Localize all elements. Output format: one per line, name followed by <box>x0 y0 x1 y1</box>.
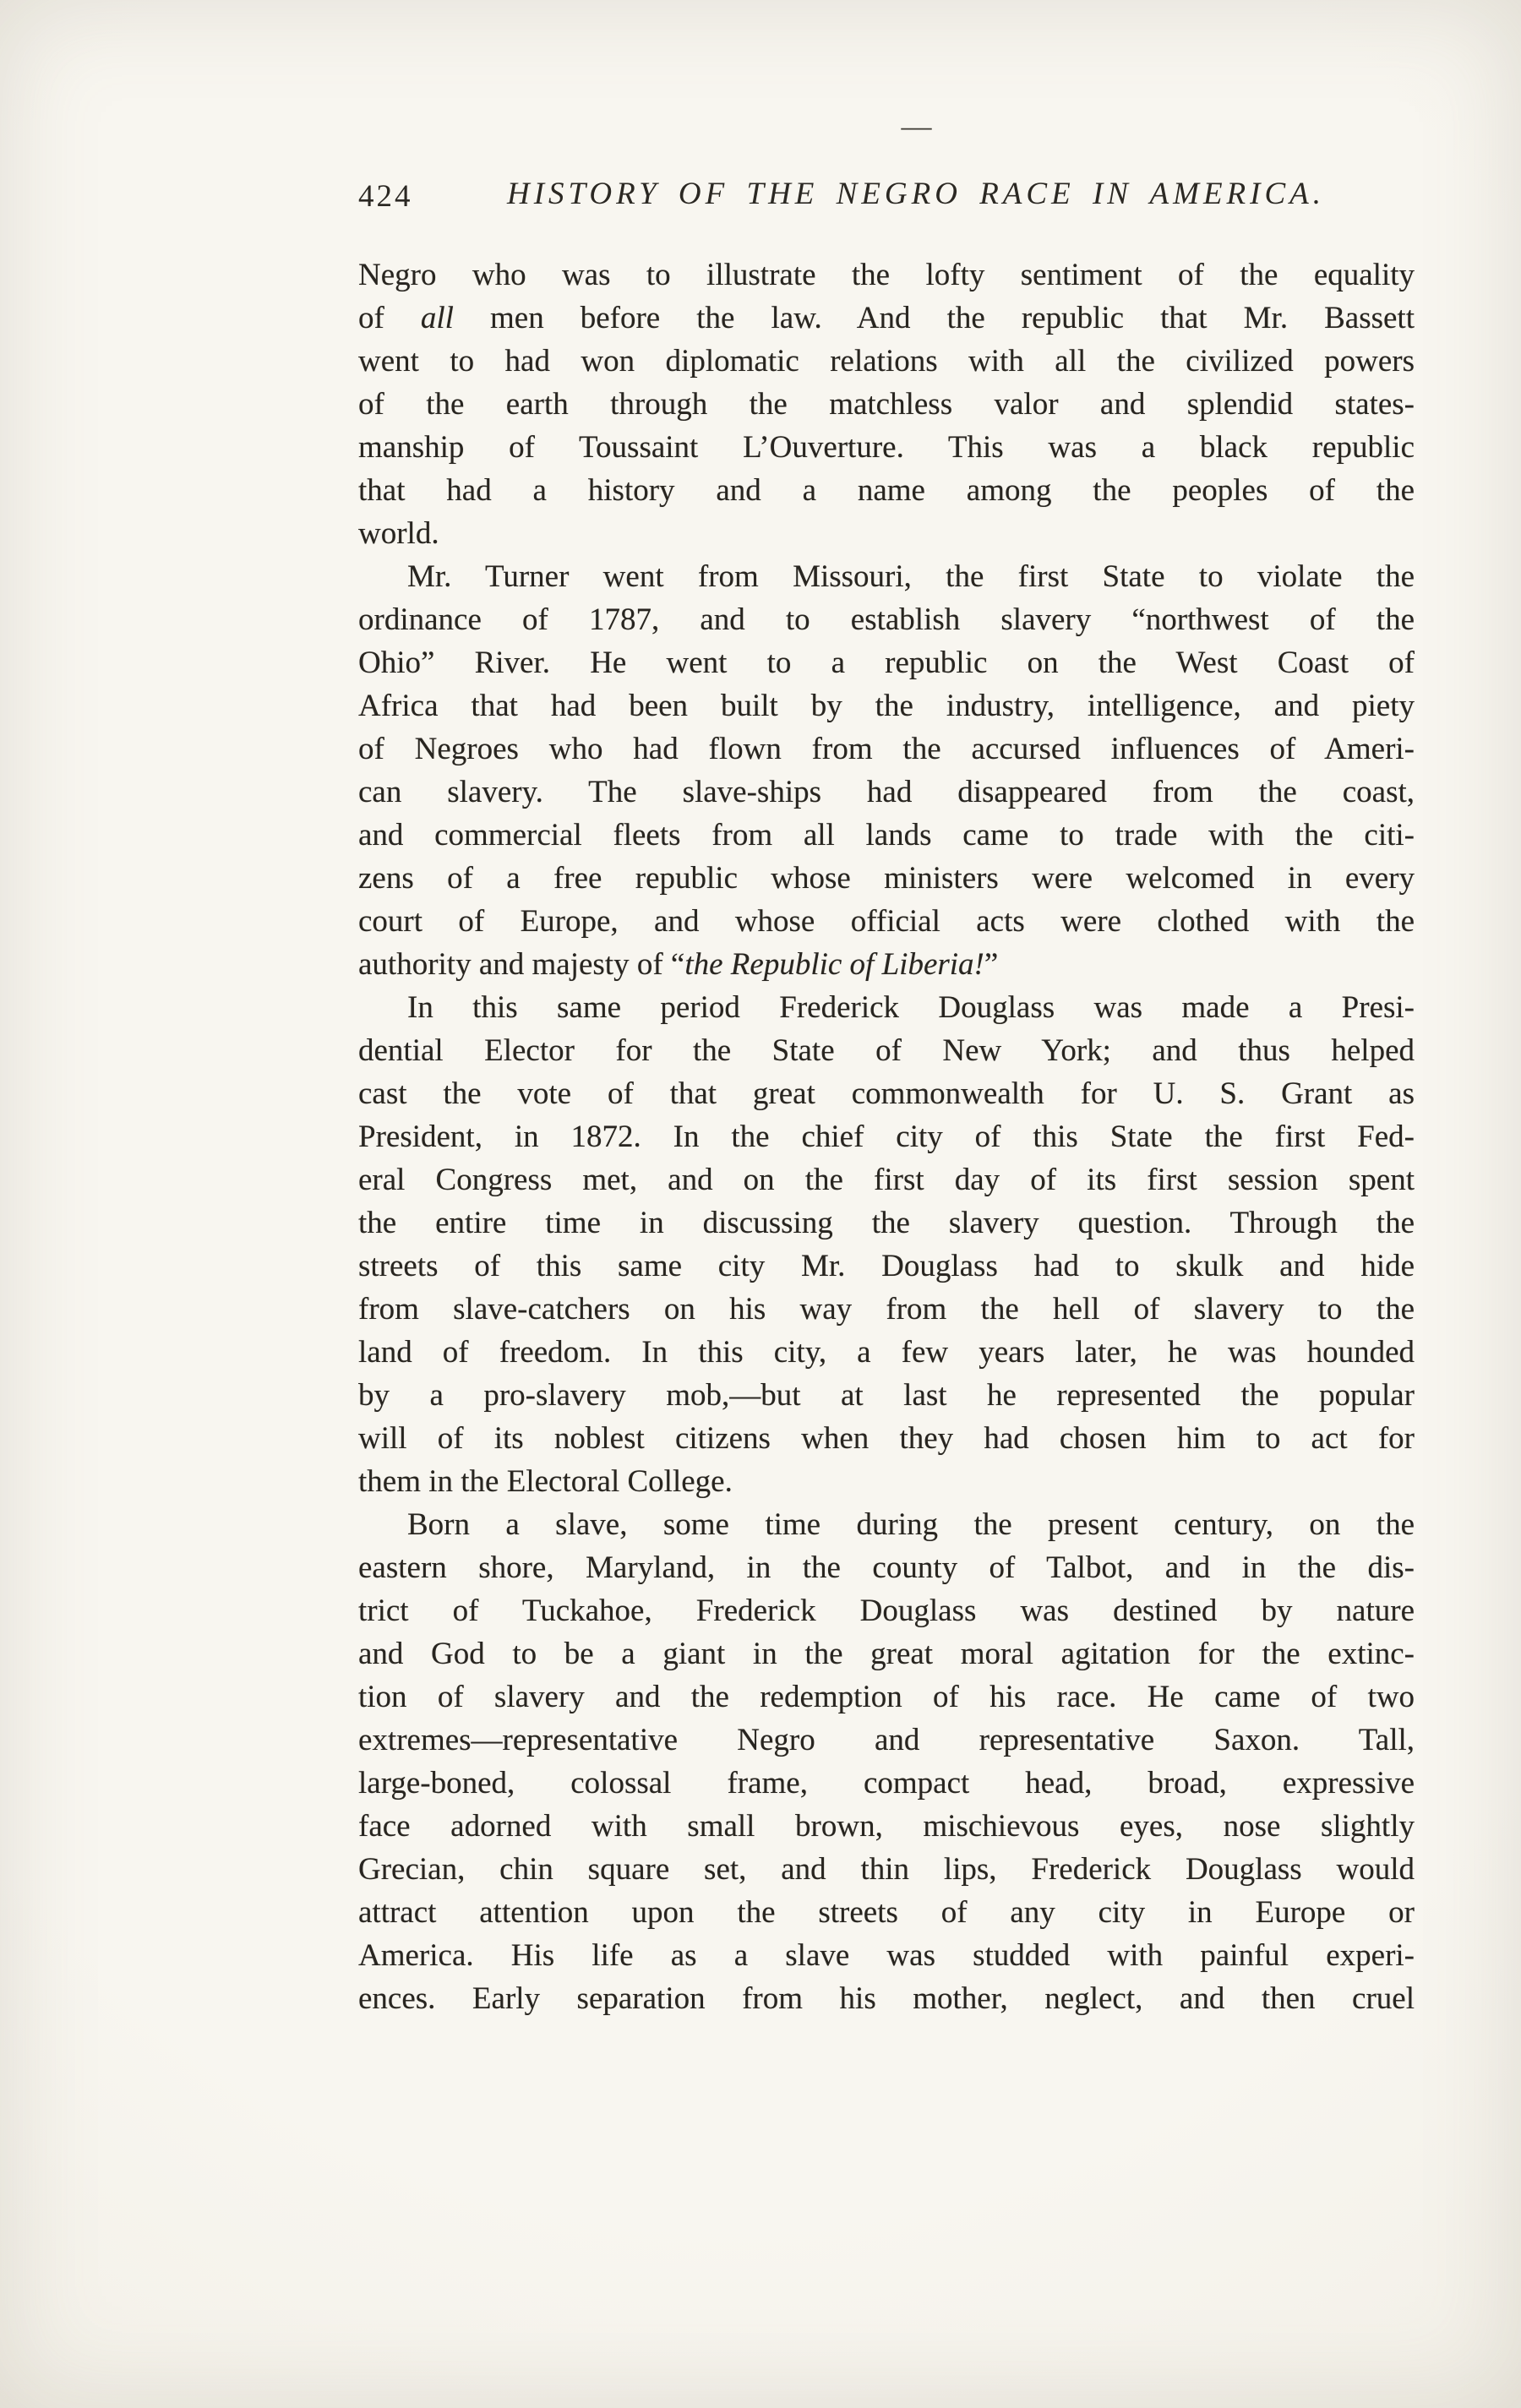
text-line: America. His life as a slave was studded with painful experi- <box>358 1938 1415 1973</box>
text-line: went to had won diplomatic relations with all the civilized powers <box>358 344 1415 379</box>
text-line: manship of Toussaint L’Ouverture. This was a black republic <box>358 430 1415 465</box>
text-line: ordinance of 1787, and to establish slavery “northwest of the <box>358 602 1415 637</box>
text-line: eral Congress met, and on the first day of its first session spent <box>358 1163 1415 1197</box>
text-line: Grecian, chin square set, and thin lips, Frederick Douglass would <box>358 1852 1415 1887</box>
text-line: Ohio” River. He went to a republic on the West Coast of <box>358 646 1415 680</box>
text-line: ences. Early separation from his mother, neglect, and then cruel <box>358 1981 1415 2016</box>
text-line: trict of Tuckahoe, Frederick Douglass was destined by nature <box>358 1594 1415 1628</box>
text-line: will of its noblest citizens when they had chosen him to act for <box>358 1421 1415 1456</box>
text-line: attract attention upon the streets of any city in Europe or <box>358 1895 1415 1930</box>
text-line: tion of slavery and the redemption of his race. He came of two <box>358 1680 1415 1714</box>
text-line: that had a history and a name among the peoples of the <box>358 473 1415 508</box>
text-line: In this same period Frederick Douglass was made a Presi- <box>407 990 1415 1025</box>
page-number: 424 <box>358 179 413 214</box>
text-line: and God to be a giant in the great moral agitation for the extinc- <box>358 1637 1415 1671</box>
text-line: Born a slave, some time during the present century, on the <box>407 1507 1415 1542</box>
text-line: of Negroes who had flown from the accursed influences of Ameri- <box>358 732 1415 766</box>
text-line: by a pro-slavery mob,—but at last he represented the popular <box>358 1378 1415 1413</box>
text-line: zens of a free republic whose ministers were welcomed in every <box>358 861 1415 896</box>
text-line: of all men before the law. And the republic that Mr. Bassett <box>358 301 1415 335</box>
running-header <box>358 176 1415 220</box>
text-line: of the earth through the matchless valor and splendid states- <box>358 387 1415 422</box>
text-line: dential Elector for the State of New York; and thus helped <box>358 1033 1415 1068</box>
text-line: Negro who was to illustrate the lofty sentiment of the equality <box>358 258 1415 292</box>
text-line: them in the Electoral College. <box>358 1464 733 1499</box>
text-line: court of Europe, and whose official acts were clothed with the <box>358 904 1415 939</box>
running-head-title: HISTORY OF THE NEGRO RACE IN AMERICA. <box>506 177 1325 211</box>
text-line: Africa that had been built by the industry, intelligence, and piety <box>358 689 1415 723</box>
text-line: eastern shore, Maryland, in the county of Talbot, and in the dis- <box>358 1550 1415 1585</box>
text-line: world. <box>358 516 439 551</box>
printers-mark-ornament: — <box>901 109 930 143</box>
text-line: large-boned, colossal frame, compact head, broad, expressive <box>358 1766 1415 1801</box>
text-line: land of freedom. In this city, a few years later, he was hounded <box>358 1335 1415 1370</box>
text-line: cast the vote of that great commonwealth for U. S. Grant as <box>358 1076 1415 1111</box>
text-line: extremes—representative Negro and representative Saxon. Tall, <box>358 1723 1415 1757</box>
text-line: President, in 1872. In the chief city of this State the first Fed- <box>358 1120 1415 1154</box>
text-line: Mr. Turner went from Missouri, the first State to violate the <box>407 559 1415 594</box>
text-line: streets of this same city Mr. Douglass had to skulk and hide <box>358 1249 1415 1283</box>
text-block <box>358 253 1415 2020</box>
text-line: from slave-catchers on his way from the hell of slavery to the <box>358 1292 1415 1327</box>
text-line: face adorned with small brown, mischievous eyes, nose slightly <box>358 1809 1415 1844</box>
text-line: can slavery. The slave-ships had disappeared from the coast, <box>358 775 1415 809</box>
text-line: the entire time in discussing the slavery question. Through the <box>358 1206 1415 1240</box>
text-line: authority and majesty of “the Republic of Liberia!” <box>358 947 999 982</box>
text-line: and commercial fleets from all lands came to trade with the citi- <box>358 818 1415 853</box>
